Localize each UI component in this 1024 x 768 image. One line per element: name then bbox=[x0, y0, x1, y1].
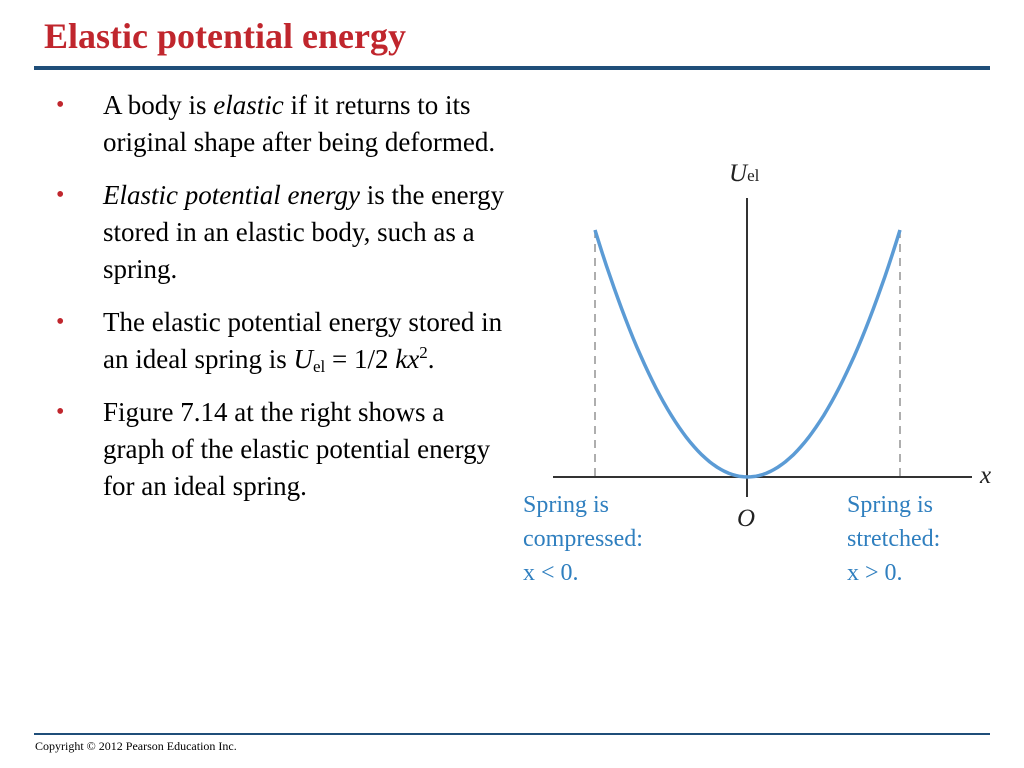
y-axis-label bbox=[729, 160, 759, 188]
stretched-note bbox=[847, 488, 940, 590]
bullet-item bbox=[50, 177, 510, 288]
compressed-note bbox=[523, 488, 643, 590]
slide-title: Elastic potential energy bbox=[44, 16, 406, 56]
emphasis-term: Elastic potential energy bbox=[103, 180, 360, 210]
origin-label: O bbox=[737, 505, 756, 532]
x-axis-label: x bbox=[980, 462, 992, 489]
bullet-marker: • bbox=[56, 309, 65, 335]
bullet-marker: • bbox=[56, 399, 65, 425]
note-line: stretched: bbox=[847, 526, 941, 552]
copyright-footer: Copyright © 2012 Pearson Education Inc. bbox=[35, 739, 237, 753]
note-line: Spring is bbox=[847, 492, 934, 518]
note-line: Spring is bbox=[523, 492, 610, 518]
bullet-item bbox=[50, 304, 510, 378]
formula-superscript: 2 bbox=[419, 343, 428, 362]
formula-variable: kx bbox=[395, 344, 420, 374]
title-divider bbox=[34, 66, 990, 70]
bullet-text: if it returns to its original shape after being deformed. bbox=[103, 90, 496, 157]
formula-variable: U bbox=[293, 344, 313, 374]
bullet-item bbox=[50, 87, 510, 161]
note-line: compressed: bbox=[523, 526, 643, 552]
bullet-item bbox=[50, 394, 510, 505]
note-line: x < 0. bbox=[523, 560, 579, 586]
bullet-text: Figure 7.14 at the right shows a graph of the elastic potential energy for an ideal spring. bbox=[103, 397, 491, 501]
footer-divider bbox=[34, 733, 990, 735]
bullet-marker: • bbox=[56, 182, 65, 208]
y-axis-symbol: U bbox=[729, 160, 748, 187]
bullet-text: A body is bbox=[103, 90, 214, 120]
energy-curve bbox=[595, 230, 900, 477]
bullet-marker: • bbox=[56, 92, 65, 118]
formula-text: . bbox=[427, 344, 435, 374]
bullet-list bbox=[50, 87, 510, 521]
note-line: x > 0. bbox=[847, 560, 903, 586]
y-axis-subscript: el bbox=[747, 166, 760, 185]
formula-text: = 1/2 bbox=[325, 344, 396, 374]
bullet-text: The elastic potential energy stored in an ideal spring is bbox=[103, 307, 503, 374]
formula-subscript: el bbox=[312, 357, 326, 376]
emphasis-term: elastic bbox=[213, 90, 284, 120]
bullet-text: is the energy stored in an elastic body, such as a spring. bbox=[103, 180, 505, 284]
